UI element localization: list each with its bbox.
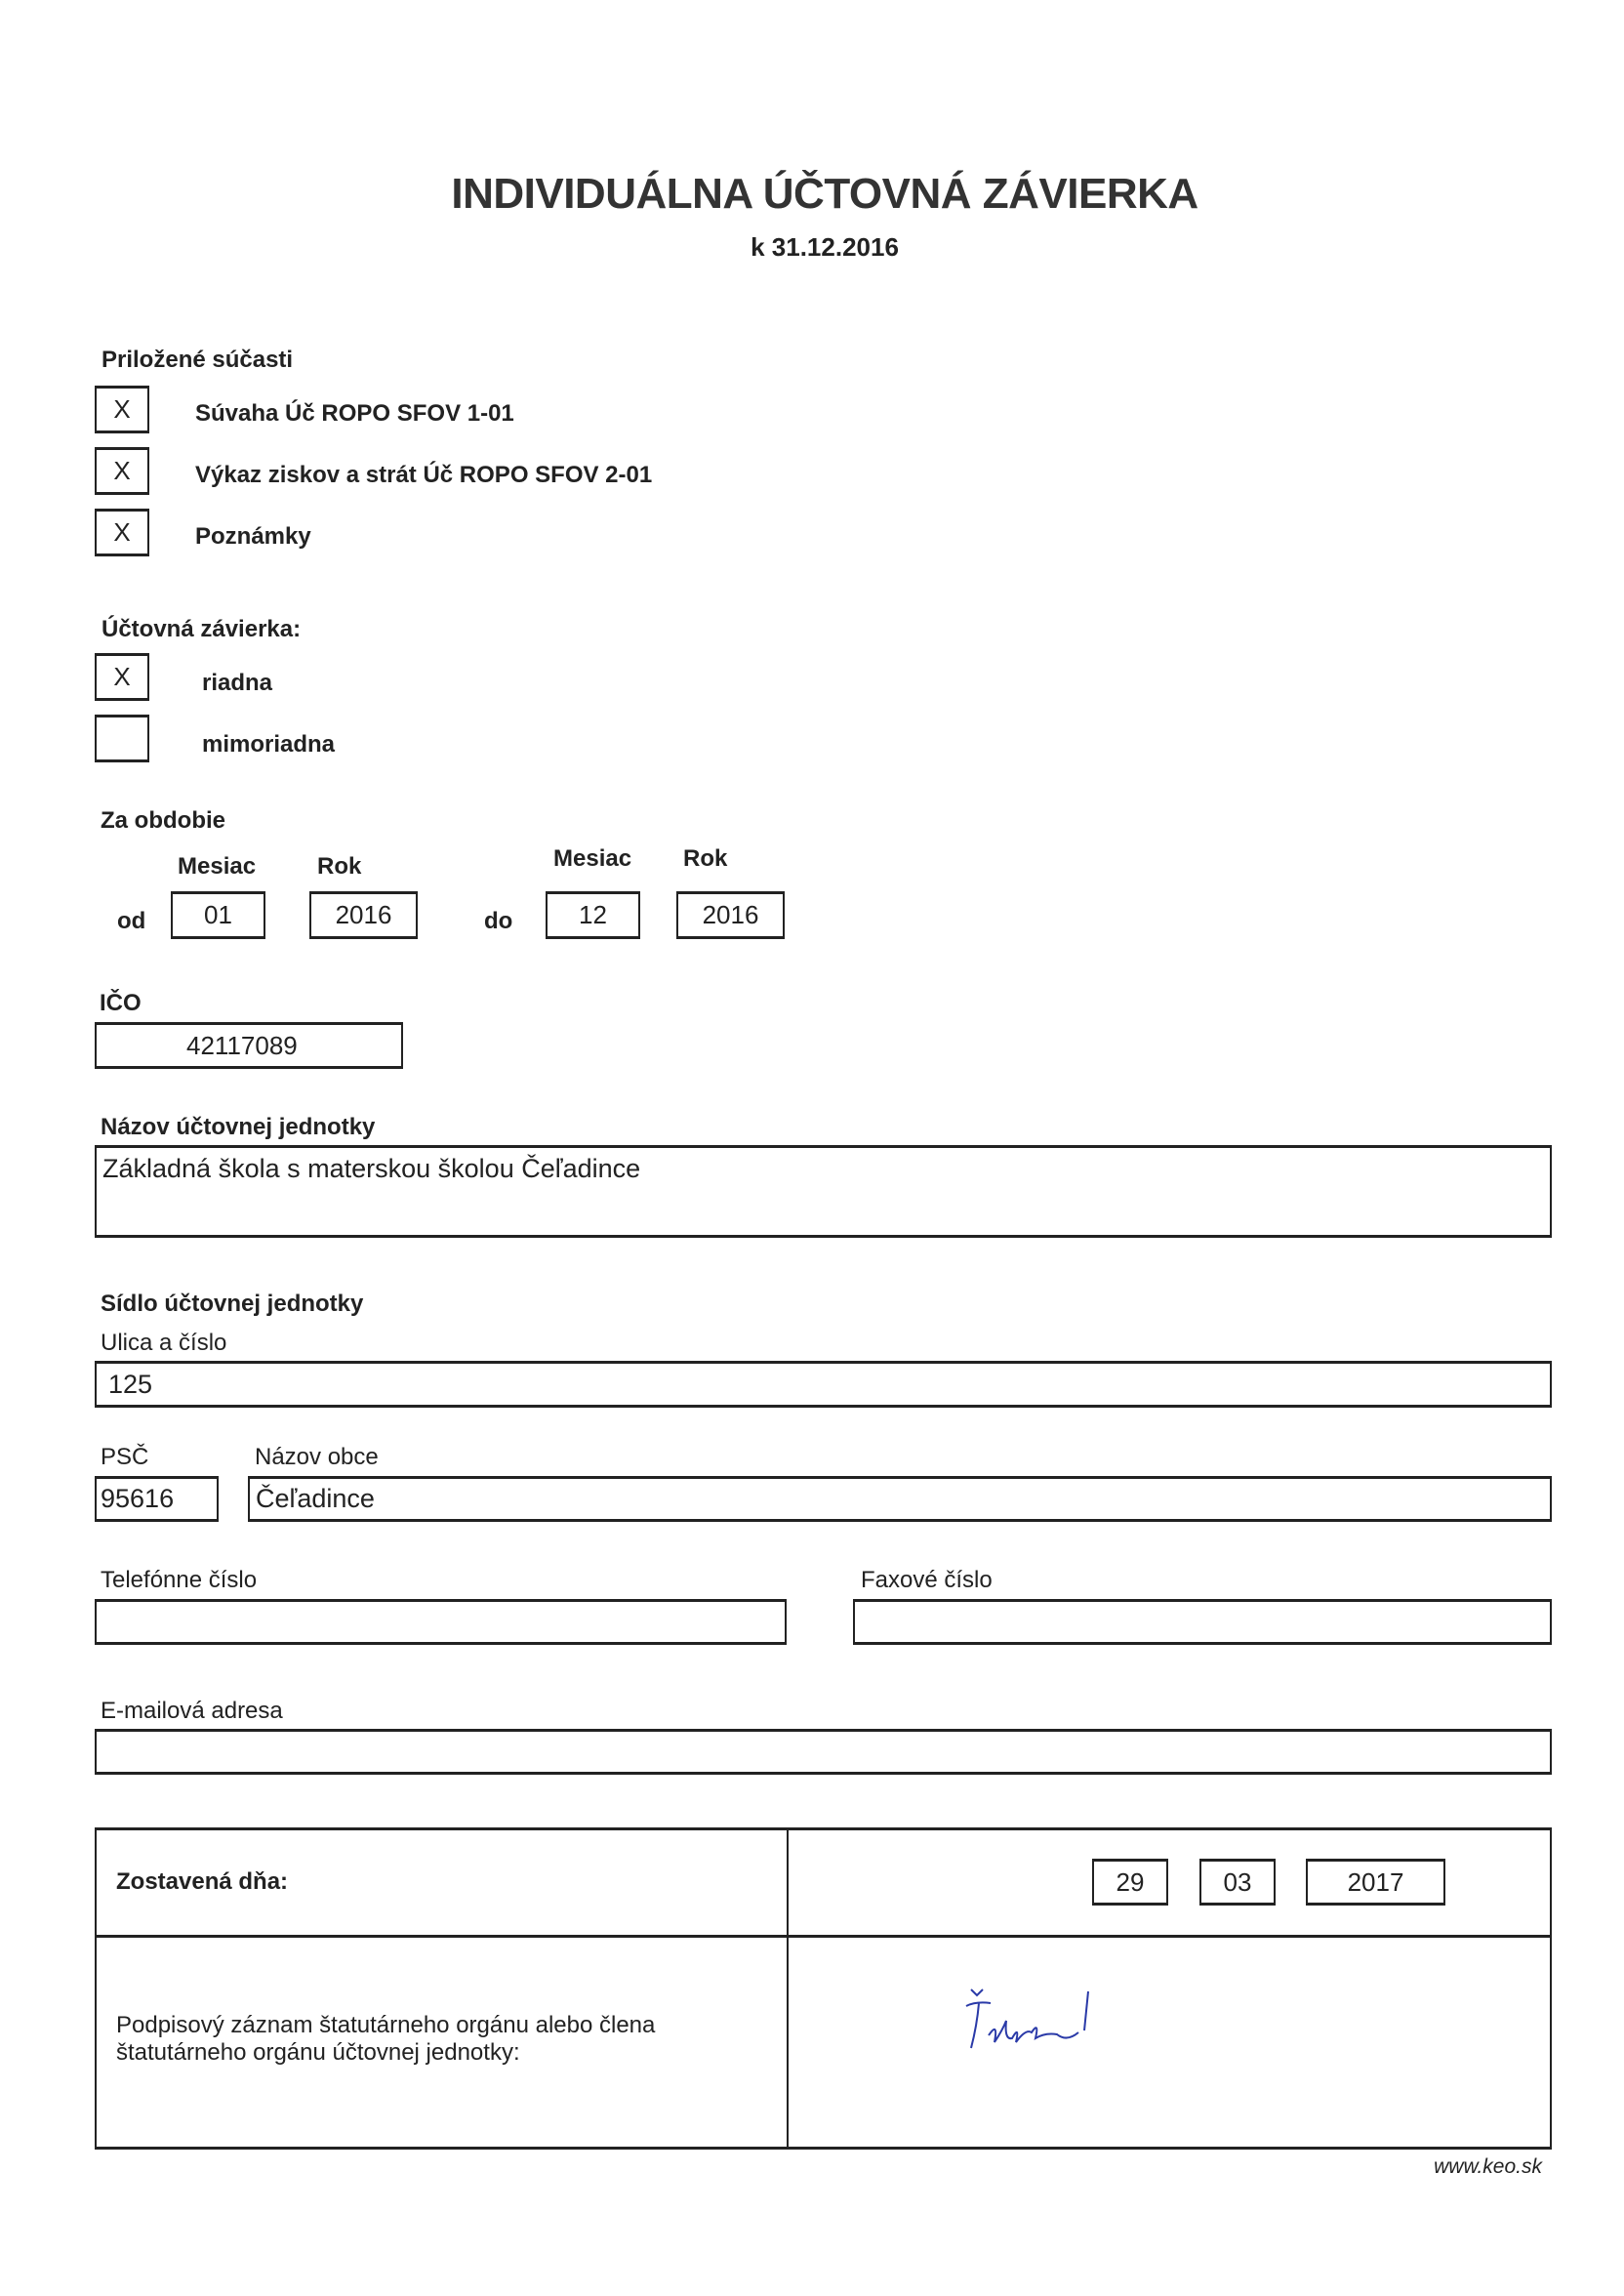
table-horizontal-divider bbox=[97, 1935, 1550, 1938]
handwritten-signature bbox=[952, 1982, 1122, 2060]
phone-label: Telefónne číslo bbox=[101, 1567, 258, 1593]
label-notes: Poznámky bbox=[195, 523, 311, 550]
from-label: od bbox=[117, 908, 146, 934]
checkbox-extraordinary[interactable] bbox=[95, 715, 149, 762]
to-month-field[interactable]: 12 bbox=[546, 891, 640, 939]
from-month-label: Mesiac bbox=[178, 853, 257, 880]
street-field[interactable]: 125 bbox=[95, 1361, 1552, 1408]
checkbox-profit-loss[interactable]: X bbox=[95, 447, 149, 495]
fax-label: Faxové číslo bbox=[861, 1567, 993, 1593]
street-label: Ulica a číslo bbox=[101, 1330, 227, 1356]
to-year-field[interactable]: 2016 bbox=[676, 891, 785, 939]
label-profit-loss: Výkaz ziskov a strát Úč ROPO SFOV 2-01 bbox=[195, 462, 653, 488]
document-date: k 31.12.2016 bbox=[751, 232, 899, 262]
label-balance-sheet: Súvaha Úč ROPO SFOV 1-01 bbox=[195, 400, 514, 427]
ico-label: IČO bbox=[100, 990, 142, 1016]
fax-field[interactable] bbox=[853, 1599, 1552, 1645]
attached-heading: Priložené súčasti bbox=[102, 347, 294, 373]
label-extraordinary: mimoriadna bbox=[202, 731, 336, 758]
entity-name-label: Názov účtovnej jednotky bbox=[101, 1114, 376, 1140]
signature-label-line2: štatutárneho orgánu účtovnej jednotky: bbox=[116, 2039, 520, 2066]
statement-type-heading: Účtovná závierka: bbox=[102, 616, 302, 642]
from-month-field[interactable]: 01 bbox=[171, 891, 265, 939]
email-label: E-mailová adresa bbox=[101, 1698, 283, 1724]
address-heading: Sídlo účtovnej jednotky bbox=[101, 1291, 364, 1317]
from-year-label: Rok bbox=[317, 853, 362, 880]
compiled-day-field[interactable]: 29 bbox=[1092, 1859, 1168, 1906]
document-title: INDIVIDUÁLNA ÚČTOVNÁ ZÁVIERKA bbox=[451, 170, 1198, 218]
to-month-label: Mesiac bbox=[553, 845, 632, 872]
entity-name-field[interactable]: Základná škola s materskou školou Čeľadince bbox=[95, 1145, 1552, 1238]
compiled-year-field[interactable]: 2017 bbox=[1306, 1859, 1445, 1906]
checkbox-regular[interactable]: X bbox=[95, 653, 149, 701]
email-field[interactable] bbox=[95, 1729, 1552, 1775]
city-label: Názov obce bbox=[255, 1444, 379, 1470]
period-heading: Za obdobie bbox=[101, 807, 225, 834]
compiled-label: Zostavená dňa: bbox=[116, 1868, 289, 1895]
from-year-field[interactable]: 2016 bbox=[309, 891, 418, 939]
compiled-month-field[interactable]: 03 bbox=[1199, 1859, 1276, 1906]
to-year-label: Rok bbox=[683, 845, 728, 872]
checkbox-balance-sheet[interactable]: X bbox=[95, 386, 149, 433]
label-regular: riadna bbox=[202, 670, 273, 696]
psc-label: PSČ bbox=[101, 1444, 149, 1470]
checkbox-notes[interactable]: X bbox=[95, 509, 149, 556]
ico-field[interactable]: 42117089 bbox=[95, 1022, 403, 1069]
to-label: do bbox=[484, 908, 513, 934]
city-field[interactable]: Čeľadince bbox=[248, 1476, 1552, 1522]
psc-field[interactable]: 95616 bbox=[95, 1476, 219, 1522]
signature-label-line1: Podpisový záznam štatutárneho orgánu alebo člena bbox=[116, 2012, 656, 2038]
footer-website: www.keo.sk bbox=[1434, 2155, 1542, 2178]
table-vertical-divider bbox=[787, 1830, 789, 2147]
phone-field[interactable] bbox=[95, 1599, 787, 1645]
